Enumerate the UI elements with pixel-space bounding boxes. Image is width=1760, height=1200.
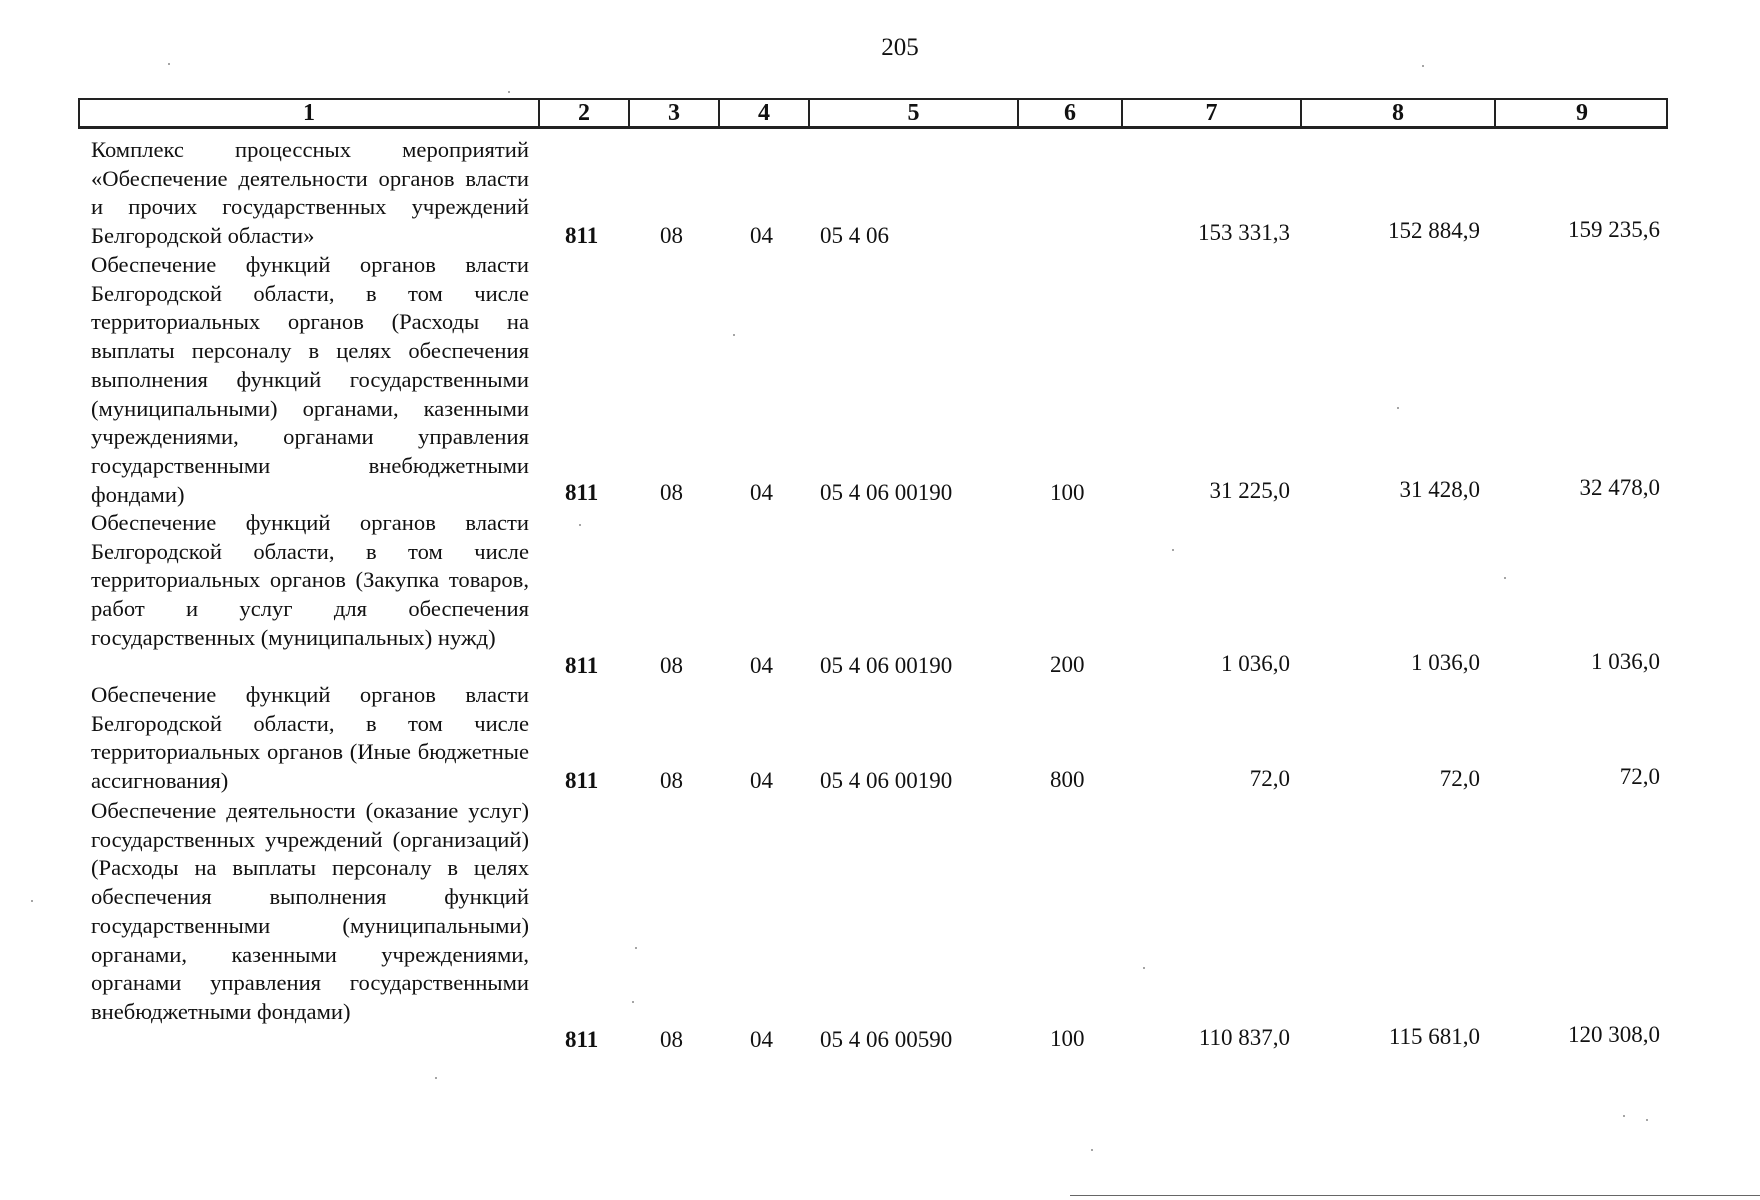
cell-adm: 811 [565, 653, 599, 678]
cell-year-1: 72,0 [1249, 766, 1290, 791]
cell-year-2: 72,0 [1439, 766, 1480, 791]
scan-speck [579, 524, 581, 526]
header-col-7: 7 [1121, 100, 1300, 126]
scan-speck [1623, 1115, 1625, 1117]
cell-razdel: 08 [660, 480, 683, 505]
cell-year-3: 159 235,6 [1568, 217, 1660, 242]
scan-speck [168, 63, 170, 65]
scan-speck [1172, 549, 1174, 551]
cell-year-2: 31 428,0 [1399, 477, 1480, 502]
cell-podrazdel: 04 [750, 768, 773, 793]
cell-podrazdel: 04 [750, 1027, 773, 1052]
cell-razdel: 08 [660, 768, 683, 793]
cell-adm: 811 [565, 1027, 599, 1052]
header-col-2: 2 [538, 100, 628, 126]
cell-vr: 800 [1050, 767, 1085, 792]
page-number: 205 [881, 34, 919, 61]
cell-vr: 200 [1050, 652, 1085, 677]
header-col-6: 6 [1017, 100, 1121, 126]
cell-year-1: 31 225,0 [1209, 478, 1290, 503]
scan-speck [635, 947, 637, 949]
row-description: Обеспечение функций органов власти Белгородской области, в том числе территориальных органов (Расходы на выплаты персоналу в целях обеспечения выполнения функций государственными (муниципальными) органами, казенными учреждениями, органами управления государственными внебюджетными фондами) [91, 252, 529, 507]
cell-podrazdel: 04 [750, 223, 773, 248]
cell-year-3: 72,0 [1619, 764, 1660, 789]
cell-vr: 100 [1050, 480, 1085, 505]
scan-speck [1091, 1149, 1093, 1151]
cell-year-2: 115 681,0 [1388, 1024, 1480, 1049]
row-description: Обеспечение функций органов власти Белгородской области, в том числе территориальных органов (Иные бюджетные ассигнования) [91, 682, 529, 794]
cell-csr: 05 4 06 00590 [820, 1027, 953, 1052]
scan-speck [1143, 967, 1145, 969]
header-col-4: 4 [718, 100, 808, 126]
cell-year-1: 110 837,0 [1198, 1025, 1290, 1050]
scan-speck [1646, 1119, 1648, 1121]
header-col-3: 3 [628, 100, 718, 126]
scan-speck [1397, 407, 1399, 409]
cell-razdel: 08 [660, 653, 683, 678]
header-col-8: 8 [1300, 100, 1494, 126]
cell-year-2: 152 884,9 [1388, 218, 1480, 243]
table-header [78, 98, 1668, 129]
row-description: Обеспечение деятельности (оказание услуг) государственных учреждений (организаций) (Расходы на выплаты персоналу в целях обеспечения выполнения функций государственными (муниципальными) органами, казенными учреждениями, органами управления государственными внебюджетными фондами) [91, 798, 529, 1024]
cell-podrazdel: 04 [750, 653, 773, 678]
scan-speck [632, 1001, 634, 1003]
cell-adm: 811 [565, 480, 599, 505]
cell-csr: 05 4 06 [820, 223, 889, 248]
cell-year-3: 1 036,0 [1591, 649, 1660, 674]
cell-podrazdel: 04 [750, 480, 773, 505]
scan-speck [31, 900, 33, 902]
header-col-5: 5 [808, 100, 1017, 126]
cell-year-3: 120 308,0 [1568, 1022, 1660, 1047]
header-col-1: 1 [303, 99, 315, 126]
cell-adm: 811 [565, 768, 599, 793]
cell-csr: 05 4 06 00190 [820, 653, 953, 678]
cell-csr: 05 4 06 00190 [820, 768, 953, 793]
scan-speck [435, 1077, 437, 1079]
cell-adm: 811 [565, 223, 599, 248]
scan-edge-line [1070, 1195, 1760, 1196]
row-description: Обеспечение функций органов власти Белгородской области, в том числе территориальных органов (Закупка товаров, работ и услуг для обеспечения государственных (муниципальных) нужд) [91, 510, 529, 650]
scan-speck [508, 91, 510, 93]
scan-speck [1422, 65, 1424, 67]
scan-speck [1504, 577, 1506, 579]
cell-year-3: 32 478,0 [1579, 475, 1660, 500]
cell-razdel: 08 [660, 1027, 683, 1052]
cell-vr: 100 [1050, 1026, 1085, 1051]
cell-year-1: 1 036,0 [1221, 651, 1290, 676]
cell-year-1: 153 331,3 [1198, 220, 1290, 245]
cell-csr: 05 4 06 00190 [820, 480, 953, 505]
cell-razdel: 08 [660, 223, 683, 248]
header-col-9: 9 [1494, 100, 1668, 126]
scan-speck [733, 334, 735, 336]
cell-year-2: 1 036,0 [1411, 650, 1480, 675]
row-description: Комплекс процессных мероприятий «Обеспечение деятельности органов власти и прочих государственных учреждений Белгородской области» [91, 137, 529, 249]
